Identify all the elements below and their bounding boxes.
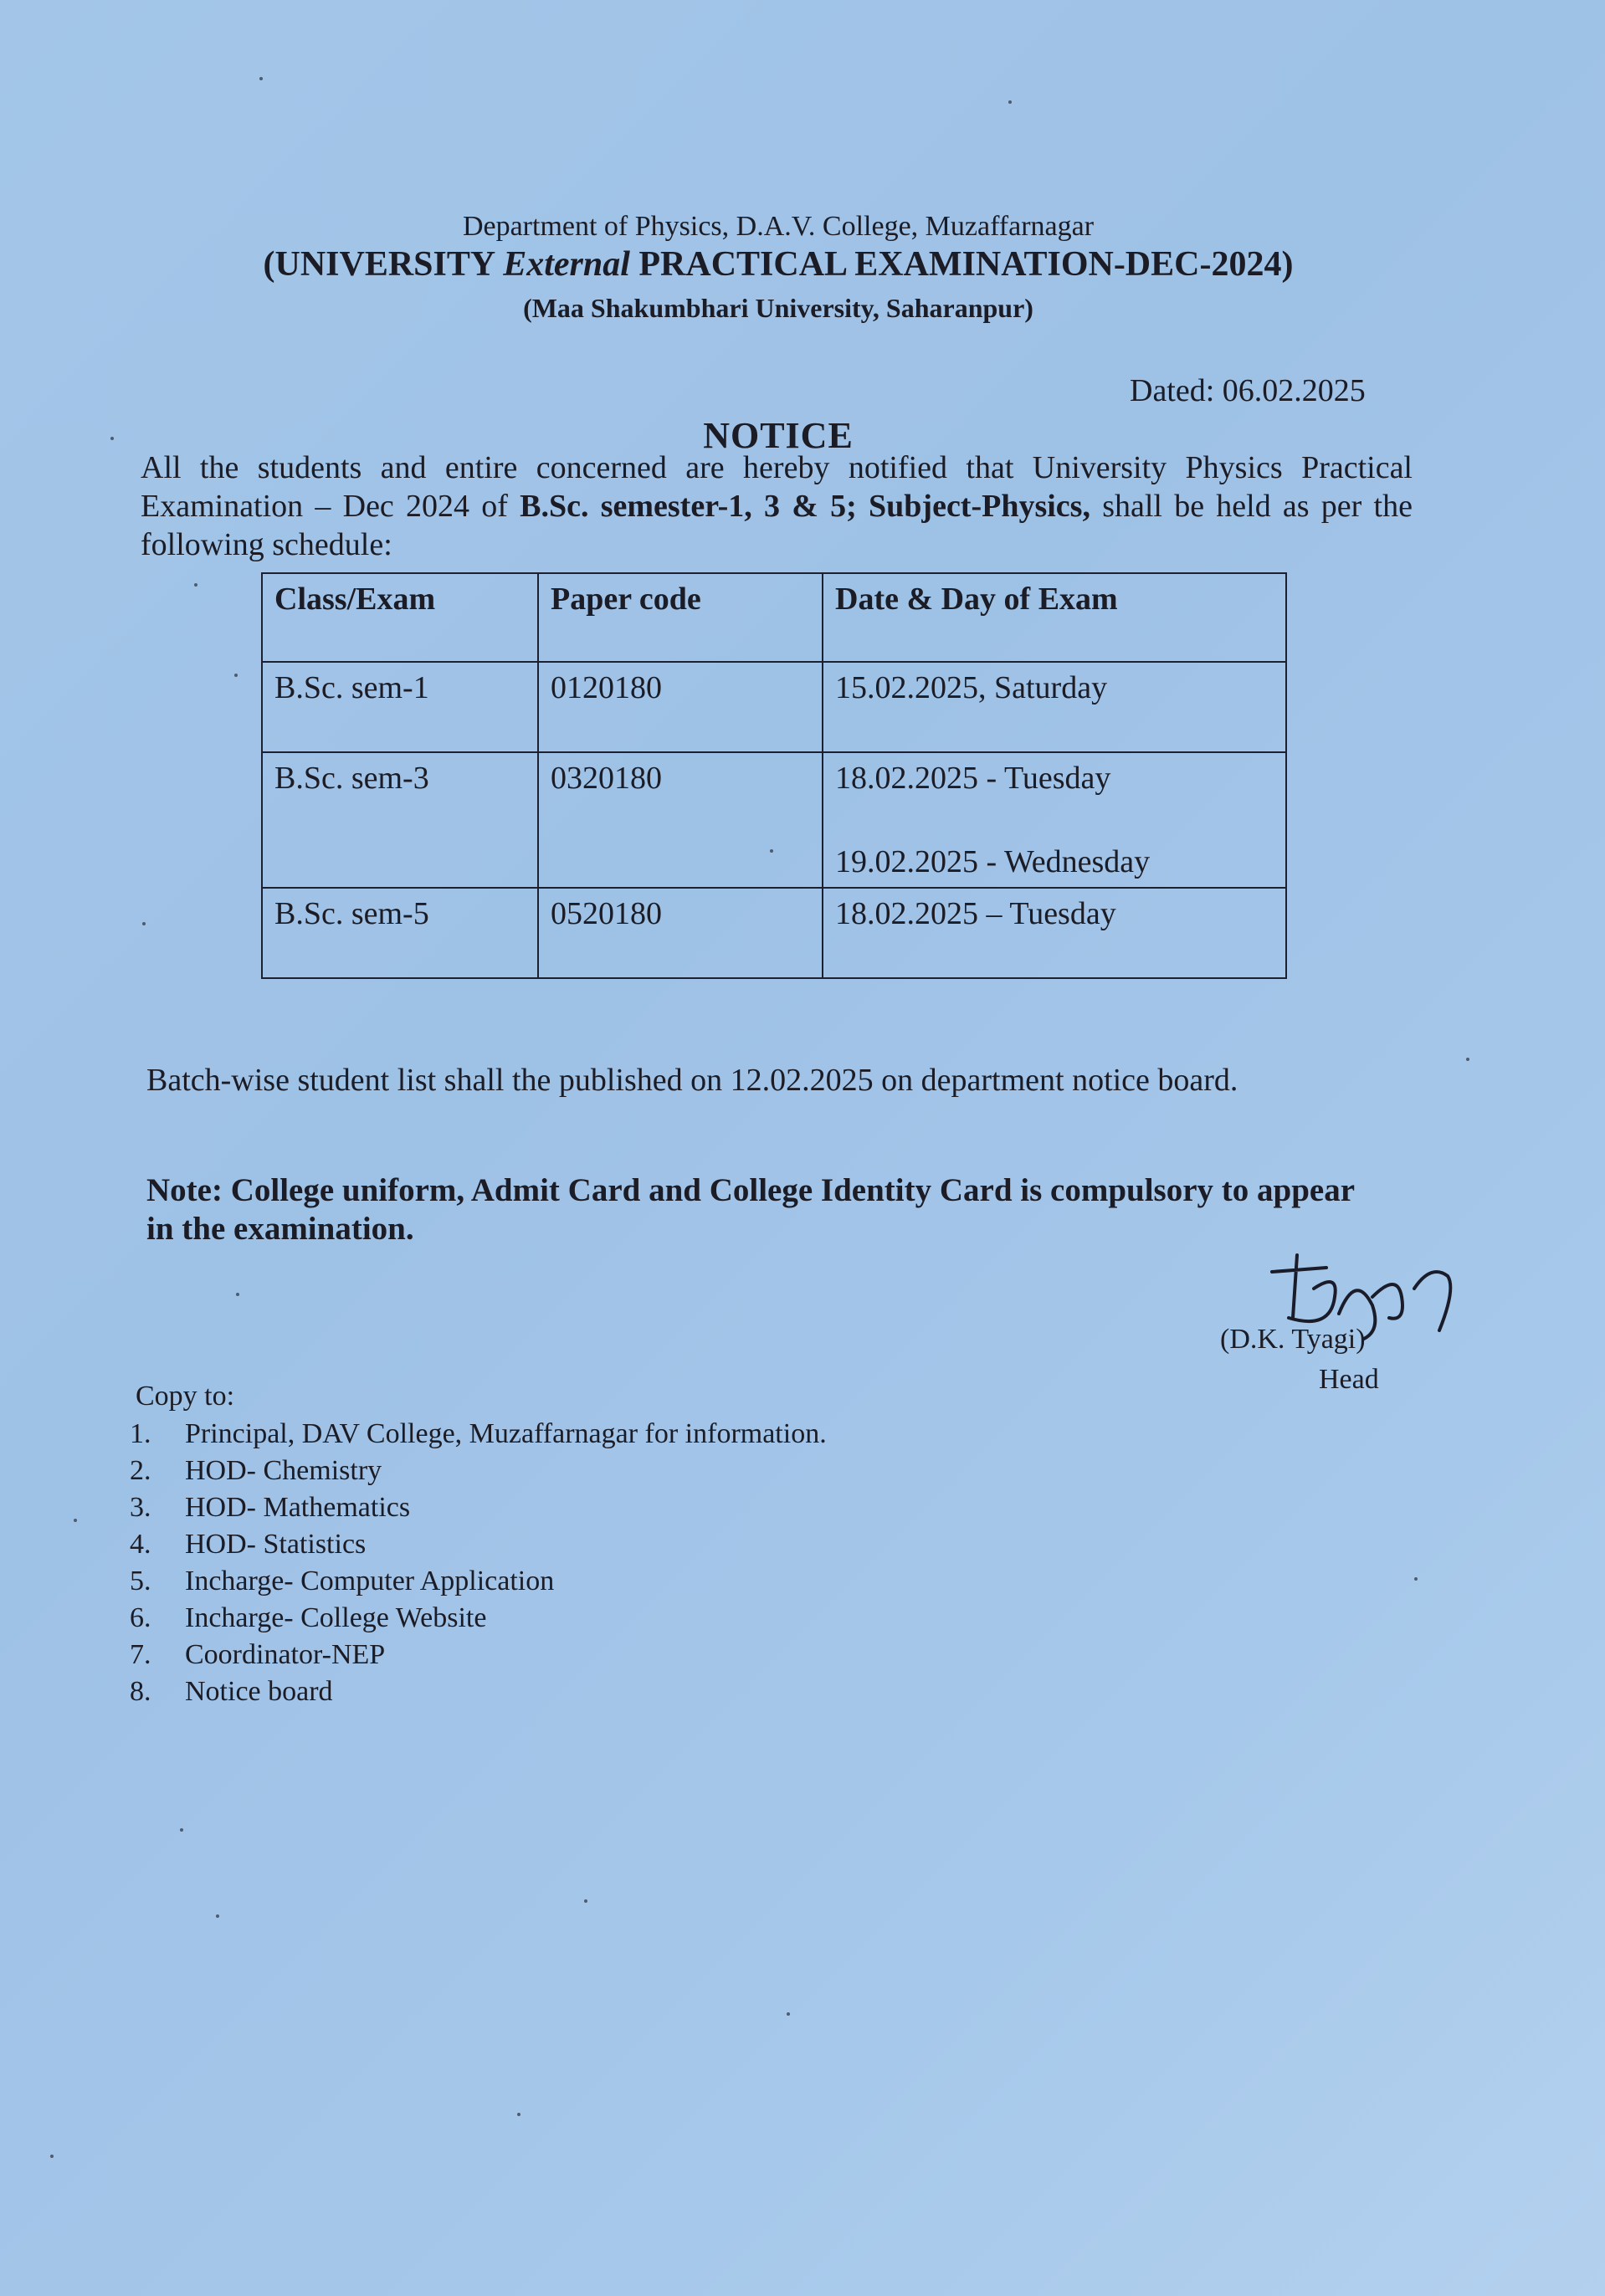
department-heading: Department of Physics, D.A.V. College, Muzaffarnagar: [462, 211, 1095, 242]
list-item-text: Notice board: [185, 1676, 333, 1707]
paper-speck: [142, 922, 146, 925]
list-item: 5. Incharge- Computer Application: [130, 1566, 555, 1596]
exam-title-italic: External: [503, 245, 630, 284]
table-row: [262, 752, 1286, 888]
paper-speck: [1414, 1577, 1418, 1581]
paragraph-part1: All the students and entire concerned are hereby notified that University Physics Practical Examination – Dec 2024 of: [141, 450, 1413, 524]
copy-to-list: [121, 1416, 827, 1710]
cell-code: 0120180: [538, 662, 823, 752]
notice-date: Dated: 06.02.2025: [1130, 373, 1366, 408]
list-item-text: HOD- Chemistry: [185, 1455, 382, 1486]
date-line: 19.02.2025 - Wednesday: [835, 844, 1151, 879]
copy-to-title: Copy to:: [136, 1381, 235, 1412]
cell-date: [823, 888, 1286, 978]
signatory-name: (D.K. Tyagi): [1220, 1324, 1366, 1355]
list-item: 6. Incharge- College Website: [130, 1602, 487, 1633]
paper-speck: [259, 77, 263, 80]
date-line: 18.02.2025 - Tuesday: [835, 761, 1111, 796]
paper-speck: [787, 2012, 790, 2016]
paper-speck: [194, 583, 197, 587]
cell-date: [823, 662, 1286, 752]
header-date: Date & Day of Exam: [823, 573, 1286, 662]
paragraph-part2: shall be held as per the following schedule:: [141, 489, 1413, 562]
notice-paragraph: [141, 448, 1413, 564]
exam-title-post: PRACTICAL EXAMINATION-DEC-2024): [629, 245, 1294, 284]
paper-speck: [584, 1899, 587, 1903]
cell-class: B.Sc. sem-3: [262, 752, 538, 888]
list-item: 8. Notice board: [130, 1676, 333, 1707]
list-item-text: Incharge- College Website: [185, 1602, 487, 1633]
paper-speck: [1008, 100, 1012, 104]
paper-speck: [1466, 1058, 1469, 1061]
paper-speck: [517, 2113, 520, 2116]
paper-speck: [234, 674, 238, 677]
cell-code: 0320180: [538, 752, 823, 888]
paragraph-bold: B.Sc. semester-1, 3 & 5; Subject-Physics,: [520, 489, 1090, 524]
paper-speck: [216, 1914, 219, 1918]
schedule-table: [261, 572, 1287, 979]
header-paper-code: Paper code: [538, 573, 823, 662]
paper-speck: [180, 1828, 183, 1832]
date-line: 15.02.2025, Saturday: [835, 670, 1108, 705]
list-item: 1. Principal, DAV College, Muzaffarnagar for information.: [130, 1418, 827, 1449]
exam-title-pre: (UNIVERSITY: [263, 245, 504, 284]
paper-speck: [236, 1293, 239, 1296]
cell-class: B.Sc. sem-1: [262, 662, 538, 752]
list-item: 2. HOD- Chemistry: [130, 1455, 382, 1486]
header-class: Class/Exam: [262, 573, 538, 662]
list-item-text: Coordinator-NEP: [185, 1639, 386, 1670]
paper-speck: [770, 849, 773, 853]
table-row: [262, 662, 1286, 752]
table-row: [262, 888, 1286, 978]
exam-title: [0, 244, 1556, 284]
date-line: 18.02.2025 – Tuesday: [835, 896, 1116, 931]
cell-code: 0520180: [538, 888, 823, 978]
signatory-role: Head: [1319, 1364, 1379, 1395]
paper-speck: [74, 1519, 77, 1522]
list-item-text: HOD- Mathematics: [185, 1492, 411, 1523]
compulsory-note: Note: College uniform, Admit Card and College Identity Card is compulsory to appear in the examination.: [146, 1172, 1355, 1247]
paper-speck: [50, 2155, 54, 2158]
list-item: 4. HOD- Statistics: [130, 1529, 367, 1560]
cell-class: B.Sc. sem-5: [262, 888, 538, 978]
list-item: 7. Coordinator-NEP: [130, 1639, 386, 1670]
table-header-row: [262, 573, 1286, 662]
university-name: (Maa Shakumbhari University, Saharanpur): [523, 293, 1033, 323]
cell-date: [823, 752, 1286, 888]
list-item-text: Principal, DAV College, Muzaffarnagar for information.: [185, 1418, 827, 1449]
list-item-text: HOD- Statistics: [185, 1529, 367, 1560]
batch-list-note: Batch-wise student list shall the published on 12.02.2025 on department notice board.: [146, 1063, 1238, 1098]
list-item-text: Incharge- Computer Application: [185, 1566, 555, 1596]
list-item: 3. HOD- Mathematics: [130, 1492, 411, 1523]
notice-title: NOTICE: [703, 415, 854, 456]
paper-speck: [110, 437, 114, 440]
